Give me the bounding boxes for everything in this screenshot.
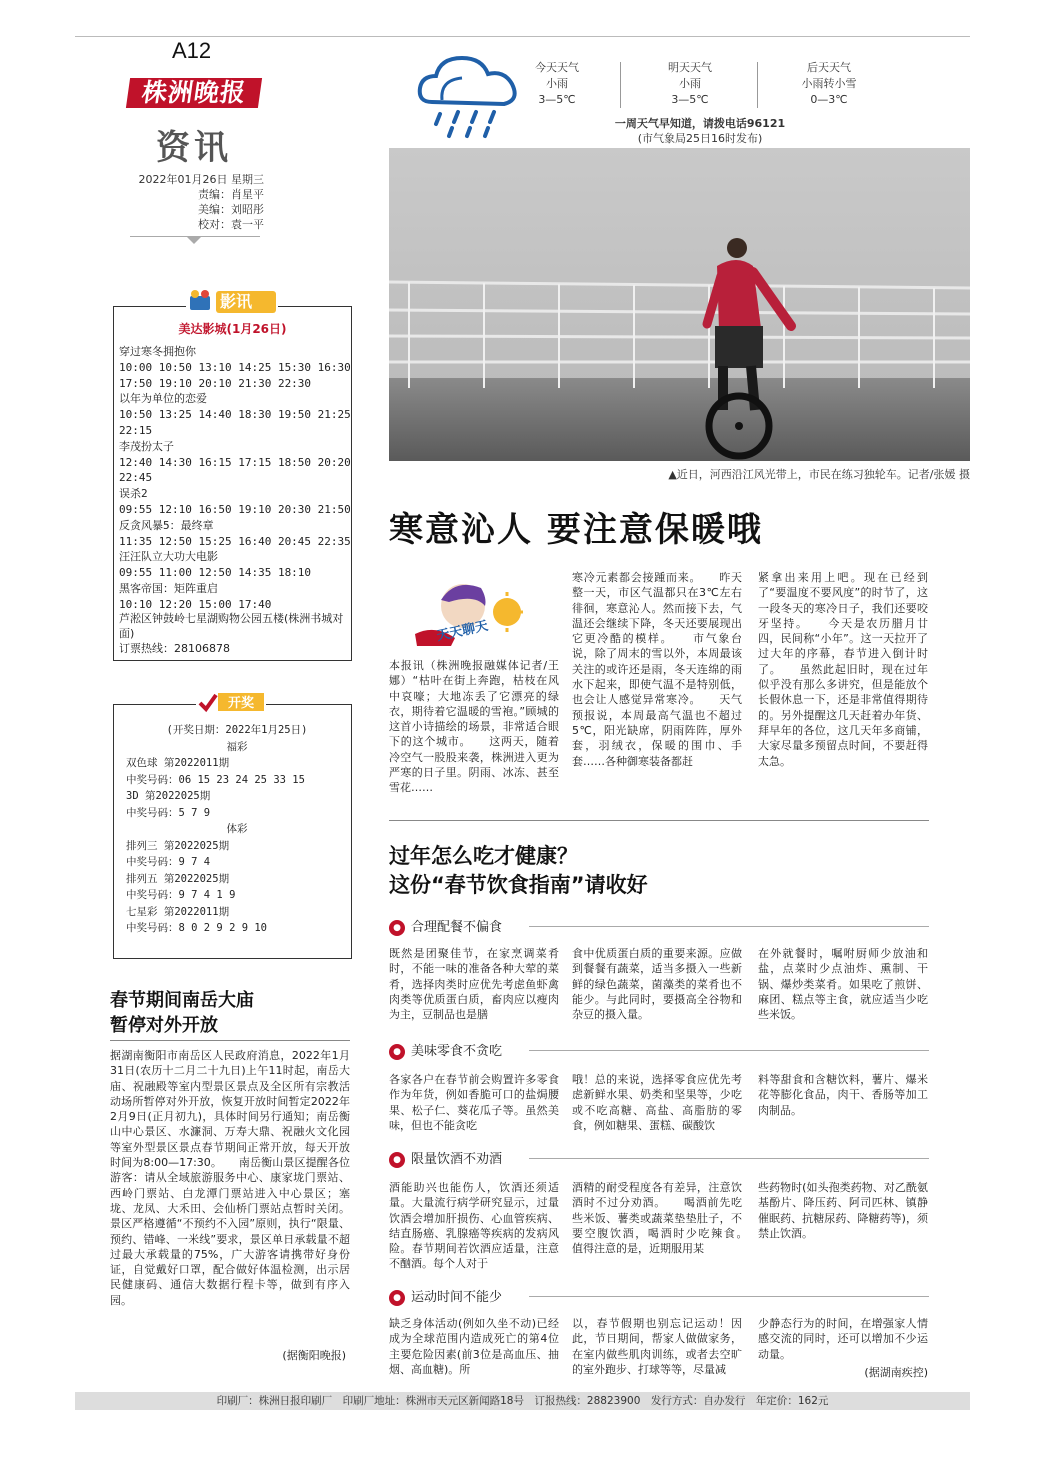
nanyue-headline-line1: 春节期间南岳大庙 [110, 990, 254, 1011]
lead-headline: 寒意沁人 要注意保暖哦 [389, 510, 763, 550]
nanyue-rule [110, 1040, 350, 1041]
section-title: 资讯 [156, 128, 232, 168]
meta-rule-pointer [186, 236, 202, 244]
weather-divider [757, 62, 758, 108]
diet-s2-col1: 各家各户在春节前会购置许多零食作为年货，例如香脆可口的盐焗腰果、松子仁、葵花瓜子等。虽然美味，但也不能贪吃 [389, 1073, 559, 1132]
weather-issued: (市气象局25日16时发布) [637, 132, 763, 145]
weather-day-label: 今天天气 [535, 61, 579, 74]
diet-s4-col1: 缺乏身体活动(例如久坐不动)已经成为全球范围内造成死亡的第4位主要危险因素(前3位是高血压、抽烟、高血糖)。所 [389, 1317, 559, 1376]
movie-times: 09:55 12:10 16:50 19:10 20:30 21:50 [119, 502, 351, 516]
nanyue-headline-line2: 暂停对外开放 [110, 1015, 218, 1036]
diet-headline-line2: 这份“春节饮食指南”请收好 [389, 873, 648, 897]
movie-times: 10:00 10:50 13:10 14:25 15:30 16:30 17:50 19:10 20:10 21:30 22:30 [119, 360, 351, 390]
lottery-numbers: 中奖号码：06 15 23 24 25 33 15 [126, 773, 305, 786]
lottery-numbers: 中奖号码：9 7 4 1 9 [126, 889, 236, 901]
diet-s1-col1: 既然是团聚佳节，在家烹调菜肴时，不能一味的准备各种大荤的菜肴，选择肉类时应优先考虑鱼虾禽肉类等优质蛋白质，畜肉应以瘦肉为主，豆制品也是膳 [389, 947, 559, 1022]
designer-credit: 美编：刘昭彤 [198, 203, 264, 216]
diet-s1-col2: 食中优质蛋白质的重要来源。应做到餐餐有蔬菜，适当多摄入一些新鲜的绿色蔬菜，菌藻类的菜肴也不能少。与此同时，要摄高全谷物和杂豆的摄入量。 [572, 947, 742, 1022]
diet-source: (据湖南疾控) [864, 1366, 928, 1379]
proofreader-credit: 校对：袁一平 [198, 218, 264, 231]
lottery-date: (开奖日期：2022年1月25日) [166, 724, 308, 736]
subheading-text: 限量饮酒不劝酒 [411, 1152, 503, 1167]
bullet-icon: ● [389, 1290, 405, 1306]
movie-times: 11:35 12:50 15:25 16:40 20:45 22:35 [119, 534, 351, 548]
weather-temp: 3—5℃ [538, 93, 576, 106]
column-label: 天天聊天 [435, 618, 490, 645]
weather-condition: 小雨 [679, 77, 701, 90]
movie-name: 误杀2 [119, 487, 148, 501]
subheading-text: 美味零食不贪吃 [411, 1044, 503, 1059]
bullet-icon: ● [389, 1044, 405, 1060]
weather-temp: 3—5℃ [671, 93, 709, 106]
movie-name: 穿过寒冬拥抱你 [119, 345, 196, 358]
movie-times: 10:10 12:20 15:00 17:40 [119, 597, 272, 611]
diet-s1-col3: 在外就餐时，嘱咐厨师少放油和盐，点菜时少点油炸、熏制、干锅、爆炒类菜肴。如果吃了煎饼、麻团、糕点等主食，就应适当少吃些米饭。 [758, 947, 928, 1022]
movie-times: 12:40 14:30 16:15 17:15 18:50 20:20 22:45 [119, 455, 351, 485]
movie-name: 反贪风暴5：最终章 [119, 518, 214, 532]
editor-credit: 责编：肖星平 [198, 188, 264, 201]
lead-col1: 本报讯（株洲晚报融媒体记者/王娜）“枯叶在街上奔跑，枯枝在风中哀嚎；大地冻丢了它漂亮的绿衣，期待着它温暖的雪袍。”顾城的这首小诗描绘的场景，非常适合眼下的这个城市。 这两天，随着冷空气一股股来袭，株洲进入更为严寒的日子里。阴雨、冰冻、甚至雪花…… [389, 659, 559, 795]
lottery-game: 3D 第2022025期 [126, 790, 211, 802]
cinema-header-label: 影讯 [220, 292, 253, 311]
movie-name: 黑客帝国：矩阵重启 [119, 581, 218, 595]
bullet-icon: ● [389, 920, 405, 936]
cinema-address: 芦淞区钟鼓岭七星湖购物公园五楼(株洲书城对面) [119, 612, 344, 640]
lottery-game: 排列三 第2022025期 [126, 839, 230, 852]
print-footer: 印刷厂：株洲日报印刷厂 印刷厂地址：株洲市天元区新闻路18号 订报热线：28823900 发行方式：自办发行 年定价：162元 [75, 1392, 970, 1410]
diet-s2-col3: 料等甜食和含糖饮料，薯片、爆米花等膨化食品，肉干、香肠等加工肉制品。 [758, 1073, 928, 1117]
bullet-icon: ● [389, 1152, 405, 1168]
cinema-title: 美达影城(1月26日) [178, 322, 287, 336]
weather-tomorrow [625, 60, 755, 108]
welfare-label: 福彩 [226, 740, 248, 753]
subheading-text: 合理配餐不偏食 [411, 920, 503, 935]
lottery-game: 排列五 第2022025期 [126, 872, 230, 885]
movie-name: 汪汪队立大功大电影 [119, 550, 218, 564]
unicycle-photo [389, 148, 970, 461]
lottery-results [126, 722, 348, 937]
movie-name: 李茂扮太子 [119, 439, 174, 453]
movie-listing [119, 344, 351, 613]
weather-hotline: 一周天气早知道，请拨电话96121 [614, 117, 786, 130]
paper-logo: 株洲晚报 [126, 78, 262, 108]
issue-date: 2022年01月26日 星期三 [138, 173, 264, 186]
section-divider [389, 820, 929, 821]
diet-s3-col3: 些药物时(如头孢类药物、对乙酰氨基酚片、降压药、阿司匹林、镇静催眠药、抗糖尿药、降糖药等)，须禁止饮酒。 [758, 1181, 928, 1240]
diet-s2-col2: 哦！总的来说，选择零食应优先考虑新鲜水果、奶类和坚果等，少吃或不吃高糖、高盐、高脂肪的零食，例如糖果、蛋糕、碳酸饮 [572, 1073, 742, 1132]
lottery-game: 七星彩 第2022011期 [126, 905, 230, 918]
lottery-header-label: 开奖 [228, 696, 255, 711]
sports-label: 体彩 [226, 823, 248, 835]
weather-day-label: 明天天气 [668, 61, 712, 74]
top-rule [75, 36, 970, 37]
diet-subheading [389, 1148, 929, 1168]
photo-caption: ▲近日，河西沿江风光带上，市民在练习独轮车。记者/张媛 摄 [668, 468, 970, 481]
cinema-hotline: 订票热线：28106878 [119, 642, 230, 655]
subheading-text: 运动时间不能少 [411, 1290, 503, 1305]
lottery-numbers: 中奖号码：9 7 4 [126, 856, 211, 868]
weather-condition: 小雨转小雪 [801, 77, 857, 90]
diet-s4-col2: 以，春节假期也别忘记运动！因此，节日期间，帮家人做做家务，在室内做些肌肉训练，或者去空旷的室外跑步、打球等等，尽量减 [572, 1317, 742, 1376]
weather-divider [620, 62, 621, 108]
movie-times: 09:55 11:00 12:50 14:35 18:10 [119, 566, 312, 580]
cinema-footer [119, 611, 351, 656]
weather-day-after [764, 60, 894, 108]
weather-note [600, 116, 800, 146]
movie-name: 以年为单位的恋爱 [119, 392, 207, 406]
nanyue-source: (据衡阳晚报) [282, 1349, 346, 1362]
weather-condition: 小雨 [546, 77, 568, 90]
weather-day-label: 后天天气 [807, 61, 851, 74]
columnist-icon [415, 576, 525, 650]
lottery-numbers: 中奖号码：5 7 9 [126, 806, 211, 819]
diet-headline-line1: 过年怎么吃才健康？ [389, 844, 578, 868]
lead-col2: 寒冷元素都会接踵而来。 昨天整一天，市区气温都只在3℃左右徘徊，寒意沁人。然而接下去，气温还会继续下降，冬天还要展现出它更冷酷的模样。 市气象台说，除了周末的雪以外，本周最该关注的或许还是雨，冬天连绵的雨水下起来，即使气温不是特别低，也会让人感觉异常寒冷。 天气预报说，本周最高气温也不超过5℃，阳光缺席，阴雨阵阵，厚外套，羽绒衣，保暖的围巾、手套……各种御寒装备都赶 [572, 571, 742, 768]
weather-today [492, 60, 622, 108]
diet-subheading [389, 1286, 929, 1306]
lottery-numbers: 中奖号码：8 0 2 9 2 9 10 [126, 922, 268, 934]
weather-temp: 0—3℃ [810, 93, 848, 106]
diet-s3-col2: 酒精的耐受程度各有差异，注意饮酒时不过分劝酒。 喝酒前先吃些米饭、薯类或蔬菜垫垫肚子，不要空腹饮酒，喝酒时少吃辣食。 值得注意的是，近期服用某 [572, 1181, 764, 1256]
movie-times: 10:50 13:25 14:40 18:30 19:50 21:25 22:15 [119, 408, 351, 437]
nanyue-body: 据湖南衡阳市南岳区人民政府消息，2022年1月31日(农历十二月二十九日)上午11时起，南岳大庙、祝融殿等室内型景区景点及全区所有宗教活动场所暂停对外开放，恢复开放时间暂定2022年2月9日(正月初九)，具体时间另行通知；南岳衡山中心景区、水濂洞、万寿大鼎、祝融火文化园等室外型景区景点春节期间正常开放，每天开放时间为8:00—17:30。 南岳衡山景区提醒各位游客：请从全域旅游服务中心、康家垅门票站、西岭门票站、白龙潭门票站进入中心景区；塞垅、龙凤、大禾田、会仙桥门票站点暂时关闭。景区严格遵循“不预约不入园”原则，执行“限量、预约、错峰、一米线”要求，景区单日承载量不超过最大承载量的75%，广大游客请携带好身份证，自觉戴好口罩，配合做好体温检测，出示居民健康码、通信大数据行程卡等，做到有序入园。 [110, 1049, 350, 1307]
diet-headline [389, 842, 909, 900]
diet-subheading [389, 916, 929, 936]
diet-s4-col3: 少静态行为的时间，在增强家人情感交流的同时，还可以增加不少运动量。 [758, 1317, 928, 1361]
page-number: A12 [172, 38, 212, 63]
lead-col3: 紧拿出来用上吧。现在已经到了“要温度不要风度”的时节了，这一段冬天的寒冷日子，我们还要咬牙坚持。 今天是农历腊月廿四，民间称“小年”。这一天拉开了过大年的序幕，春节进入倒计时了。 虽然此起旧时，现在过年似乎没有那么多讲究，但是能放个长假休息一下，还是非常值得期待的。另外提醒这几天赶着办年货、拜早年的各位，这几天年多商铺，大家尽量多预留点时间，不要赶得太急。 [758, 571, 928, 768]
lottery-game: 双色球 第2022011期 [126, 757, 230, 769]
diet-s3-col1: 酒能助兴也能伤人，饮酒还须适量。大量流行病学研究显示，过量饮酒会增加肝损伤、心血管疾病、结直肠癌、乳腺癌等疾病的发病风险。春节期间若饮酒应适量，注意不酗酒。每个人对于 [389, 1181, 559, 1271]
diet-subheading [389, 1040, 929, 1060]
masthead-meta [130, 172, 264, 232]
nanyue-headline [110, 988, 350, 1038]
